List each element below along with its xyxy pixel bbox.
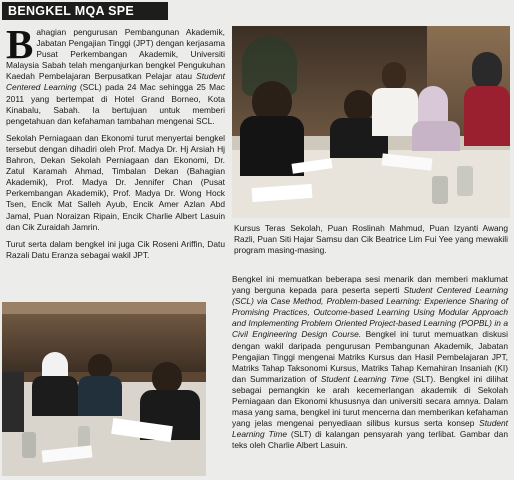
sessions-text-em1: Student Centered Learning (SCL) via Case Method, Problem-based Learning: Experience Sharing of Promising Practices, Outcome-based Learning Using Modular Approach and Implementing Problem Oriented Project-based Learning (POPBL) in a Civil Engineering Design Course. [232,285,508,340]
sessions-text-em2: Student Learning Time [320,373,409,384]
sessions-text-d: (SLT) di kalangan pensyarah yang terlibat. Gambar dan teks oleh Charlie Albert Lasuin. [232,429,508,451]
top-photo-caption: Kursus Teras Sekolah, Puan Roslinah Mahmud, Puan Izyanti Awang Razli, Puan Siti Hajar Samsu dan Cik Beatrice Lim Fui Yee yang mewakili program masing-masing. [234,223,508,256]
dropcap-letter: B [6,21,34,67]
intro-text-a: ahagian pengurusan Pembangunan Akademik, Jabatan Pengajian Tinggi (JPT) dengan kerjasama Pusat Perkembangan Akademik, Universiti Malaysia Sabah telah menganjurkan bengkel Pengukuhan Kaedah Pembelajaran Berpusatkan Pelajar atau [6,27,225,82]
sessions-text-c: (SLT). Bengkel ini dilihat sebagai pemangkin ke arah kecemerlangan akademik di Sekolah Perniagaan dan Ekonomi khususnya dan universiti secara amnya. Dalam masa yang sama, bengkel ini turut mencerna dan memberikan kefahaman yang jelas mengenai penyediaan silibus kursus serta konsep [232,373,508,429]
participants-paragraph: Sekolah Perniagaan dan Ekonomi turut menyertai bengkel tersebut dengan dihadiri oleh Prof. Madya Dr. Hj Arsiah Hj Bahron, Dekan Sekolah Perniagaan dan Ekonomi, Dr. Zatul Karamah Ahmad, Timbalan Dekan (Bahagian Akademik), Prof. Madya Dr. Jennifer Chan (Pusat Perkembangan Akademik), Prof. Madya Dr. Wong Hock Tsen, Encik Mat Salleh Ayub, Encik Amer Azlan Abd Jamal, Puan Noraizan Ripain, Encik Charlie Albert Lasuin dan Cik Zuraidah Jamrin. [6,132,225,232]
workshop-photo-bottom [2,302,206,476]
section-banner: BENGKEL MQA SPE [2,2,168,20]
sessions-paragraph [232,274,508,452]
sessions-text-b: Bengkel ini turut memuatkan diskusi dengan wakil daripada pengurusan Pembangunan Akademik, Jabatan Pengajian Tinggi mengenai Matriks Kursus dan Hasil Pembelajaran JPT, Matriks Tahap Taksonomi Kursus, Matriks Tahap Kemahiran Insaniah (KI) dan Summarization of [232,329,508,384]
intro-text-b: (SCL) pada 24 Mac sehingga 25 Mac 2011 yang bertempat di Hotel Grand Borneo, Kota Kinabalu, Sabah. Ia bertujuan untuk memberi pengetahuan dan kefahaman tambahan mengenai SCL. [6,82,225,126]
sessions-text-a: Bengkel ini memuatkan beberapa sesi menarik dan memberi maklumat yang berguna kepada para peserta seperti [232,274,508,296]
intro-text-em: Student Centered Learning [6,71,225,93]
intro-paragraph [6,21,225,127]
intro-column [6,21,225,267]
jpt-paragraph: Turut serta dalam bengkel ini juga Cik Roseni Ariffin, Datu Razali Datu Eranza sebagai wakil JPT. [6,238,225,260]
workshop-photo-top [232,26,510,218]
sessions-text-em3: Student Learning Time [232,418,508,440]
sessions-column [232,274,508,458]
